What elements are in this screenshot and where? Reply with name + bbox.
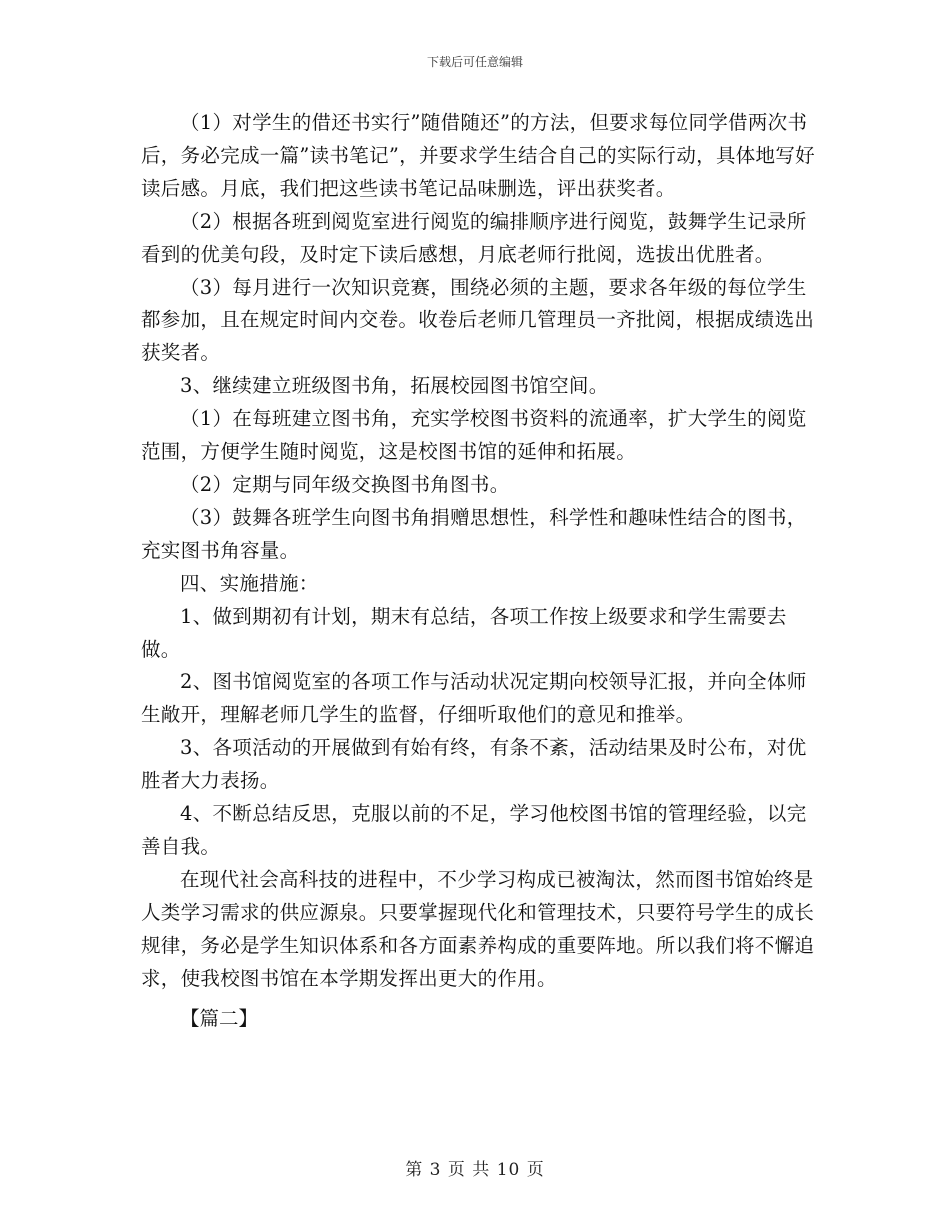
paragraph-8: 四、实施措施： [180,571,319,595]
paragraph-11: 3、各项活动的开展做到有始有终，有条不紊，活动结果及时公布，对优胜者大力表扬。 [141,736,807,793]
paragraph-3: （3）每月进行一次知识竞赛，围绕必须的主题，要求各年级的每位学生都参加，且在规定时间内交卷。收卷后老师几管理员一齐批阅，根据成绩选出获奖者。 [141,275,815,365]
paragraph-5: （1）在每班建立图书角，充实学校图书资料的流通率，扩大学生的阅览范围，方便学生随时阅览，这是校图书馆的延伸和拓展。 [141,407,807,464]
paragraph-2: （2）根据各班到阅览室进行阅览的编排顺序进行阅览，鼓舞学生记录所看到的优美句段，及时定下读后感想，月底老师行批阅，选拔出优胜者。 [141,209,807,266]
paragraph-10: 2、图书馆阅览室的各项工作与活动状况定期向校领导汇报，并向全体师生敞开，理解老师几学生的监督，仔细听取他们的意见和推举。 [141,670,807,727]
paragraph-12: 4、不断总结反思，克服以前的不足，学习他校图书馆的管理经验，以完善自我。 [141,802,807,858]
paragraph-9: 1、做到期初有计划，期末有总结，各项工作按上级要求和学生需要去做。 [141,604,787,661]
paragraph-13: 在现代社会高科技的进程中，不少学习构成已被淘汰，然而图书馆始终是人类学习需求的供应源泉。只要掌握现代化和管理技术，只要符号学生的成长规律，务必是学生知识体系和各方面素养构成的重要阵地。所以我们将不懈追求，使我校图书馆在本学期发挥出更大的作用。 [141,867,815,990]
paragraph-6: （2）定期与同年级交换图书角图书。 [180,472,510,496]
paragraph-1: （1）对学生的借还书实行”随借随还”的方法，但要求每位同学借两次书后，务必完成一篇”读书笔记”，并要求学生结合自己的实际行动，具体地写好读后感。月底，我们把这些读书笔记品味删选，评出获奖者。 [141,111,815,200]
section-title: 【篇二】 [180,1007,259,1031]
paragraph-7: （3）鼓舞各班学生向图书角捐赠思想性，科学性和趣味性结合的图书，充实图书角容量。 [141,505,807,562]
paragraph-4: 3、继续建立班级图书角，拓展校园图书馆空间。 [180,374,609,398]
document-body [141,107,821,1036]
page-header: 下载后可任意编辑 [426,55,523,69]
page-footer: 第 3 页 共 10 页 [405,1160,545,1180]
